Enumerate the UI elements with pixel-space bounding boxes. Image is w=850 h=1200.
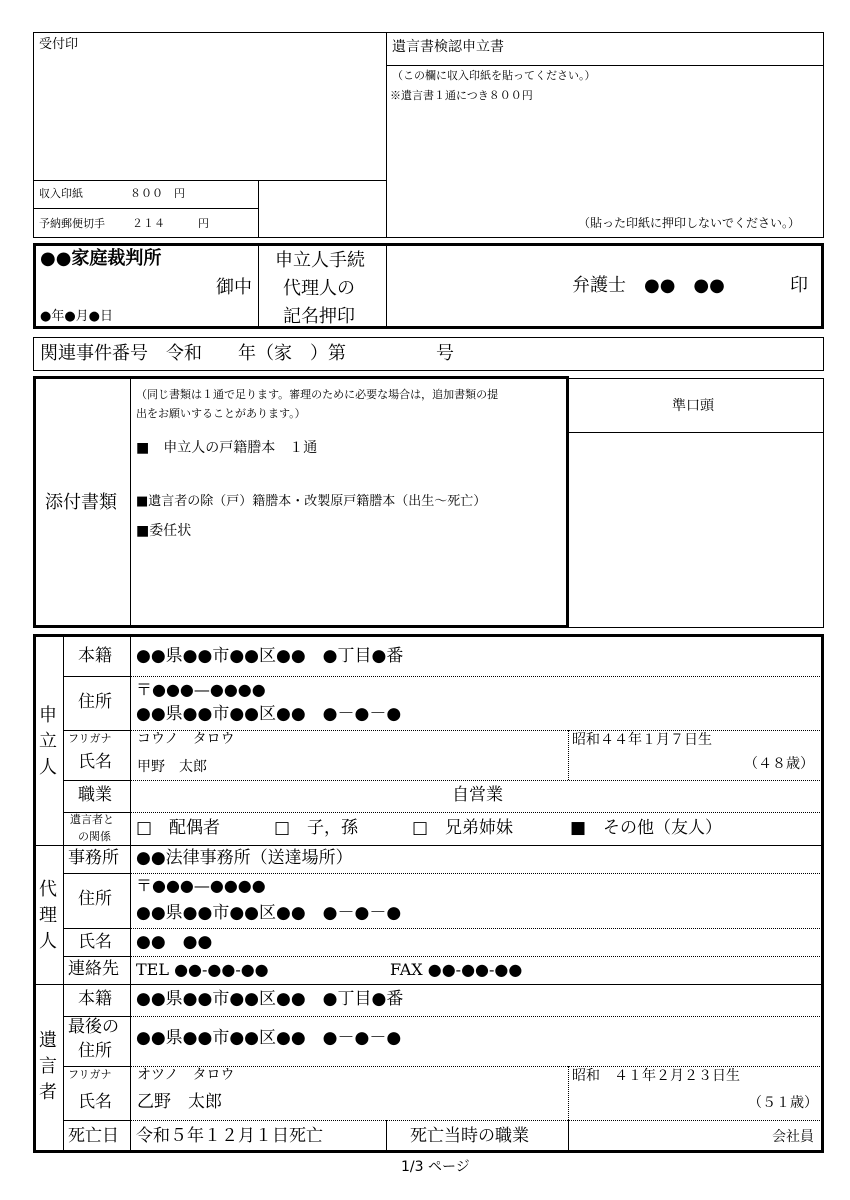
divider [386, 65, 824, 66]
divider [130, 780, 824, 781]
attachment-item-2: ■遺言者の除（戸）籍謄本・改製原戸籍謄本（出生～死亡） [136, 494, 487, 509]
divider [130, 1066, 824, 1067]
seal-mark: 印 [790, 275, 808, 296]
court-honorific: 御中 [216, 277, 252, 298]
agent-office: ●●法律事務所（送達場所） [136, 848, 353, 868]
job-at-death-label: 死亡当時の職業 [410, 1126, 529, 1146]
attachments-note-line2: 出をお願いすることがあります。） [136, 407, 306, 420]
relation-label-1: 遺言者と [70, 813, 114, 826]
testator-furigana-label: フリガナ [68, 1068, 112, 1081]
divider [130, 634, 131, 1153]
testator-birth: 昭和 ４１年２月２３日生 [572, 1068, 740, 1084]
stamp-note: （この欄に収入印紙を貼ってください。） [392, 69, 596, 82]
divider [130, 956, 824, 957]
agent-address: ●●県●●市●●区●● ●－●－● [136, 903, 402, 923]
agent-name: ●● ●● [136, 932, 213, 952]
applicant-name-label: 氏名 [78, 752, 112, 772]
postage-label: 予納郵便切手 [39, 217, 105, 230]
divider [386, 243, 387, 329]
revenue-stamp-label: 収入印紙 [39, 187, 83, 200]
testator-last-address-label-2: 住所 [78, 1041, 112, 1061]
divider [33, 208, 258, 209]
divider [63, 956, 130, 957]
relation-child-checkbox[interactable]: □ 子，孫 [274, 818, 359, 838]
testator-honseki-label: 本籍 [78, 989, 112, 1009]
applicant-section-label: 申立人 [39, 705, 57, 778]
page-number: 1/3 ページ [401, 1159, 470, 1175]
applicant-name: 甲野 太郎 [137, 759, 207, 775]
court-name: ●●家庭裁判所 [40, 248, 162, 269]
divider [63, 1120, 130, 1121]
divider [63, 928, 130, 929]
agent-fax: FAX ●●-●●-●● [390, 960, 523, 979]
testator-age: （５１歳） [748, 1095, 818, 1111]
divider [63, 634, 64, 1153]
testator-last-address-label-1: 最後の [68, 1017, 119, 1037]
reception-stamp-title: 受付印 [39, 37, 79, 52]
testator-section-label: 遺言者 [39, 1030, 57, 1103]
agent-postal: 〒●●●—●●●● [136, 876, 266, 895]
divider [568, 730, 569, 780]
divider [33, 984, 824, 985]
testator-last-address: ●●県●●市●●区●● ●－●－● [136, 1028, 402, 1048]
applicant-postal: 〒●●●—●●●● [136, 680, 266, 699]
application-title: 遺言書検認申立書 [392, 39, 504, 55]
attachment-item-1: ■ 申立人の戸籍謄本 １通 [136, 440, 318, 456]
lawyer-name: 弁護士 ●● ●● [572, 275, 725, 296]
agent-office-label: 事務所 [68, 848, 119, 868]
divider [568, 1120, 569, 1153]
divider [386, 1120, 387, 1153]
applicant-birth: 昭和４４年１月７日生 [572, 732, 712, 748]
attachments-label: 添付書類 [45, 492, 117, 513]
relation-spouse-checkbox[interactable]: □ 配偶者 [136, 818, 221, 838]
divider [130, 376, 131, 628]
applicant-age: （４８歳） [744, 756, 814, 772]
agent-label-2: 代理人の [283, 278, 355, 299]
death-date: 令和５年１２月１日死亡 [136, 1126, 323, 1146]
divider [63, 1066, 130, 1067]
divider [258, 243, 259, 329]
revenue-stamp-amount: ８００ 円 [130, 187, 185, 200]
applicant-address: ●●県●●市●●区●● ●－●－● [136, 704, 402, 724]
relation-label-2: の関係 [78, 830, 111, 843]
applicant-job-label: 職業 [78, 785, 112, 805]
fee-note: ※遺言書１通につき８００円 [390, 89, 533, 102]
testator-name-label: 氏名 [78, 1092, 112, 1112]
oral-box [568, 378, 824, 628]
divider [130, 1016, 824, 1017]
divider [130, 676, 824, 677]
divider [33, 180, 386, 181]
divider [130, 812, 824, 813]
postage-amount: ２１４ 円 [132, 217, 209, 230]
filing-date: ●年●月●日 [40, 309, 114, 324]
divider [568, 432, 824, 433]
relation-other-checkbox[interactable]: ■ その他（友人） [570, 818, 723, 838]
divider [130, 928, 824, 929]
divider [130, 1120, 824, 1121]
divider [63, 780, 130, 781]
attachment-item-3: ■委任状 [136, 523, 192, 539]
agent-label-1: 申立人手続 [275, 250, 365, 271]
relation-sibling-checkbox[interactable]: □ 兄弟姉妹 [412, 818, 514, 838]
applicant-address-label: 住所 [78, 692, 112, 712]
applicant-furigana: コウノ タロウ [137, 731, 235, 747]
applicant-honseki: ●●県●●市●●区●● ●丁目●番 [136, 646, 404, 666]
agent-contact-label: 連絡先 [68, 959, 119, 979]
divider [33, 845, 824, 846]
job-at-death: 会社員 [772, 1129, 814, 1145]
divider [386, 32, 387, 238]
applicant-job: 自営業 [452, 785, 503, 805]
divider [63, 873, 130, 874]
testator-furigana: オツノ タロウ [137, 1067, 235, 1083]
applicant-honseki-label: 本籍 [78, 646, 112, 666]
no-seal-note: （貼った印紙に押印しないでください。） [578, 216, 801, 230]
death-date-label: 死亡日 [68, 1126, 119, 1146]
agent-name-label: 氏名 [78, 932, 112, 952]
agent-label-3: 記名押印 [283, 306, 355, 327]
divider [130, 873, 824, 874]
oral-label: 準口頭 [672, 398, 714, 414]
agent-section-label: 代理人 [39, 879, 57, 952]
attachments-note-line1: （同じ書類は１通で足ります。審理のために必要な場合は，追加書類の提 [136, 388, 499, 401]
divider [568, 1066, 569, 1120]
agent-address-label: 住所 [78, 889, 112, 909]
testator-name: 乙野 太郎 [137, 1092, 222, 1112]
divider [63, 676, 130, 677]
divider [63, 730, 130, 731]
agent-tel: TEL ●●-●●-●● [136, 960, 269, 979]
case-number: 関連事件番号 令和 年（家 ）第 号 [40, 343, 454, 364]
applicant-furigana-label: フリガナ [68, 732, 112, 745]
testator-honseki: ●●県●●市●●区●● ●丁目●番 [136, 989, 404, 1009]
divider [258, 180, 259, 238]
